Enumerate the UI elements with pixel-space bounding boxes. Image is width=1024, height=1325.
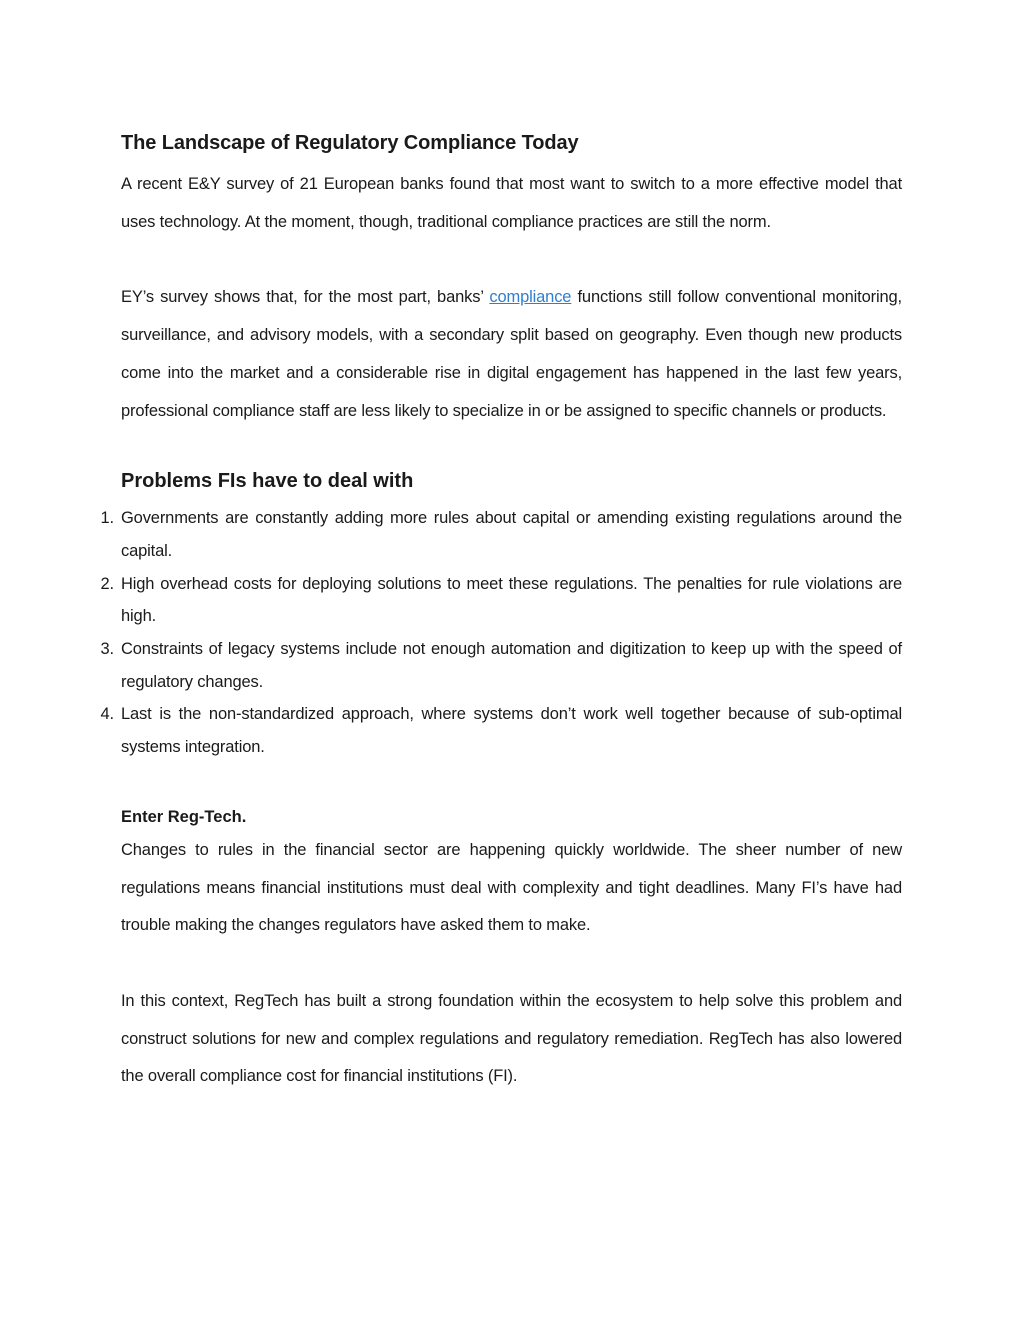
section-title-problems: Problems FIs have to deal with [121,470,414,493]
section-spacer [121,764,902,802]
subheading-enter-regtech: Enter Reg-Tech. [121,807,247,826]
section-spacer [121,430,902,466]
list-item-text: Governments are constantly adding more rules about capital or amending existing regulations around the capital. [121,509,902,560]
compliance-link[interactable]: compliance [489,288,572,307]
list-number: 1. [100,509,114,528]
list-number: 3. [100,640,114,659]
paragraph-spacer [121,241,902,279]
document-content [100,128,902,1096]
paragraph-rule-changes: Changes to rules in the financial sector are happening quickly worldwide. The sheer number of new regulations means financial institutions must deal with complexity and tight deadlines. Many FI’s have had trouble making the changes regulators have asked them to make. [121,840,902,935]
list-item [100,502,902,567]
list-item-text: Constraints of legacy systems include not enough automation and digitization to keep up with the speed of regulatory changes. [121,640,902,691]
paragraph-compliance-functions [121,279,902,430]
list-number: 2. [100,574,114,593]
paragraph-regtech-context: In this context, RegTech has built a strong foundation within the ecosystem to help solve this problem and construct solutions for new and complex regulations and regulatory remediation. RegTech has also lowered the overall compliance cost for financial institutions (FI). [121,991,902,1086]
problems-list [100,502,902,764]
list-item [100,633,902,698]
list-item [100,698,902,763]
list-item-text: High overhead costs for deploying solutions to meet these regulations. The penalties for rule violations are high. [121,574,902,626]
list-item [100,568,902,633]
list-number: 4. [100,705,114,724]
list-item-text: Last is the non-standardized approach, where systems don’t work well together because of sub-optimal systems integration. [121,705,902,757]
paragraph-ey-survey: A recent E&Y survey of 21 European banks found that most want to switch to a more effective model that uses technology. At the moment, though, traditional compliance practices are still the norm. [121,175,902,231]
paragraph-text-after-link: functions still follow conventional monitoring, surveillance, and advisory models, with a secondary split based on geography. Even though new products come into the market and a considerable rise in digital engagement has happened in the last few years, professional compliance staff are less likely to specialize in or be assigned to specific channels or products. [121,288,902,420]
paragraph-spacer [121,945,902,983]
paragraph-text-before-link: EY’s survey shows that, for the most part, banks’ [121,288,490,307]
section-title-landscape: The Landscape of Regulatory Compliance Today [121,132,579,154]
